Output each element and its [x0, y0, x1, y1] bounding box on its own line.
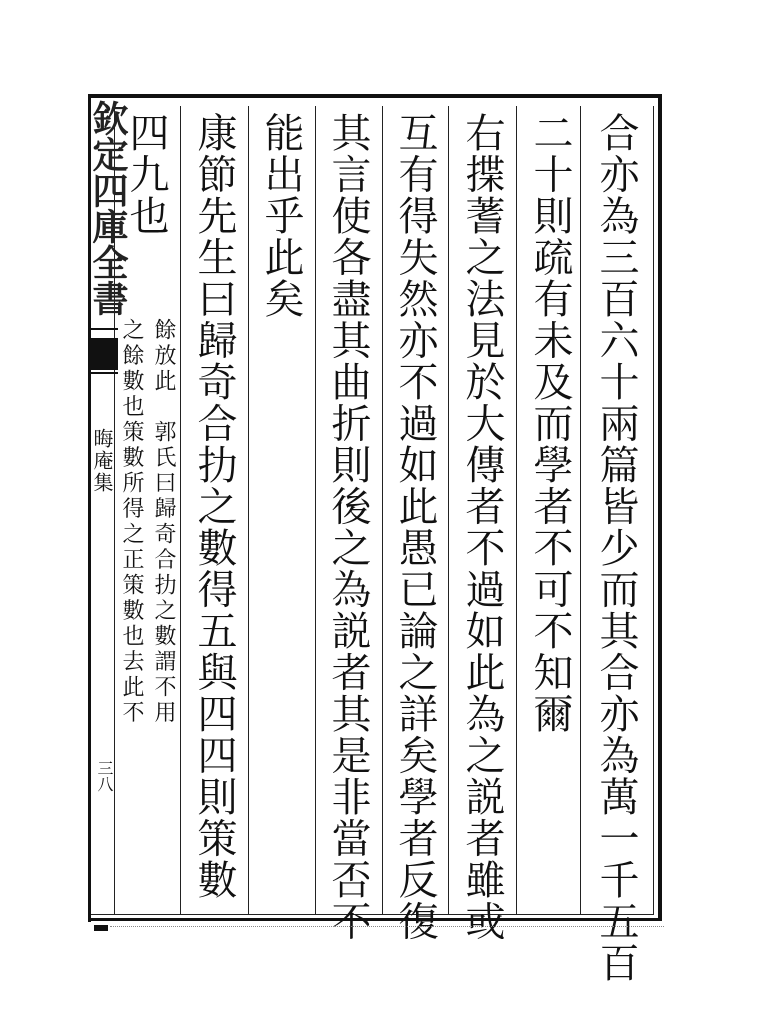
- column-divider: [248, 106, 249, 914]
- column-divider: [180, 106, 181, 914]
- text-column-8: 四九也: [123, 112, 169, 237]
- text-column-3: 右揲蓍之法見於大傳者不過如此為之説者雖或: [459, 112, 505, 942]
- page-number: 三八: [95, 760, 114, 792]
- text-column-2: 二十則疏有未及而學者不可不知爾: [527, 112, 573, 735]
- column-divider: [315, 106, 316, 914]
- fish-tail-line-bottom: [90, 372, 118, 374]
- commentary-left: 之餘數也策數所得之正策數也去此不: [119, 318, 144, 726]
- column-divider: [516, 106, 517, 914]
- text-column-5: 其言使各盡其曲折則後之為説者其是非當否不: [325, 112, 371, 942]
- column-divider: [382, 106, 383, 914]
- fish-tail-line-top: [90, 328, 118, 330]
- fish-tail-mark: [90, 338, 118, 370]
- column-divider: [580, 106, 581, 914]
- text-column-1: 合亦為三百六十兩篇皆少而其合亦為萬一千五百: [593, 112, 639, 984]
- bottom-mark: [94, 925, 108, 931]
- text-column-4: 互有得失然亦不過如此愚已論之詳矣學者反復: [392, 112, 438, 942]
- text-column-6: 能出乎此矣: [258, 112, 304, 320]
- commentary-right: 餘放此 郭氏曰歸奇合扐之數謂不用: [151, 318, 176, 726]
- series-title: 欽定四庫全書: [87, 100, 129, 316]
- bottom-dotted-line: [110, 926, 664, 927]
- book-title: 晦庵集: [90, 428, 114, 494]
- column-divider: [448, 106, 449, 914]
- text-column-7: 康節先生曰歸奇合扐之數得五與四四則策數: [191, 112, 237, 901]
